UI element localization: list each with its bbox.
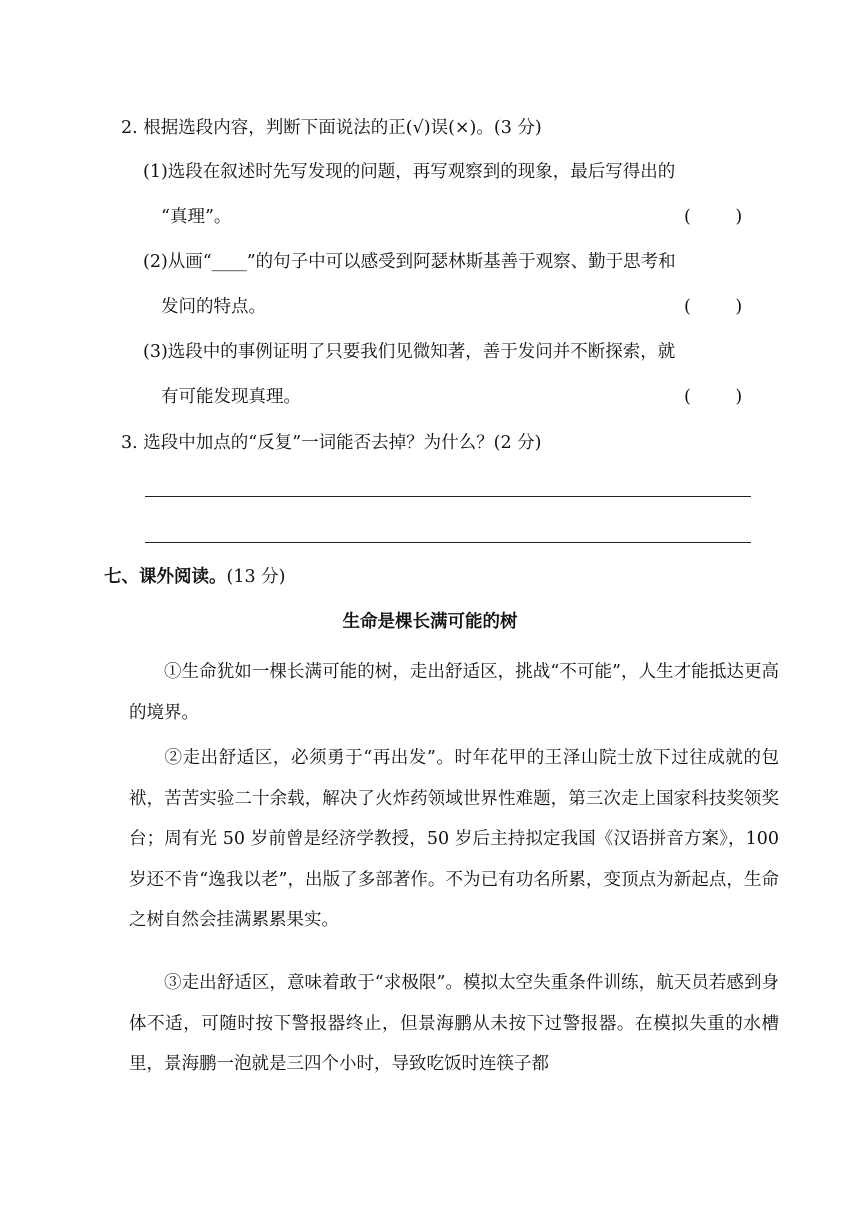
q2-item-3-line2: 有可能发现真理。 [161, 387, 301, 407]
q2-item-3-answer-bracket[interactable]: ( ) [684, 387, 743, 407]
q2-item-1-line1: (1)选段在叙述时先写发现的问题，再写观察到的现象，最后写得出的 [143, 162, 676, 182]
section-7-label: 七、课外阅读。 [104, 567, 227, 587]
question-3-stem: 3. 选段中加点的“反复”一词能否去掉？为什么？(2 分) [121, 433, 542, 453]
q3-answer-line-1[interactable] [145, 496, 751, 497]
q2-item-1-line2: “真理”。 [161, 207, 232, 227]
q3-answer-line-2[interactable] [145, 542, 751, 543]
article-paragraph-3 [129, 963, 779, 1085]
section-7-heading [104, 565, 286, 589]
question-2-stem: 2. 根据选段内容，判断下面说法的正(√)误(×)。(3 分) [121, 118, 542, 138]
section-7-score: (13 分) [226, 567, 286, 587]
paragraph-1-text: ①生命犹如一棵长满可能的树，走出舒适区，挑战“不可能”，人生才能抵达更高的境界。 [129, 662, 779, 723]
q2-item-2-line2: 发问的特点。 [161, 297, 266, 317]
article-paragraph-2 [129, 738, 779, 941]
paragraph-3-text: ③走出舒适区，意味着敢于“求极限”。模拟太空失重条件训练，航天员若感到身体不适，可随时按下警报器终止，但景海鹏从未按下过警报器。在模拟失重的水槽里，景海鹏一泡就是三四个小时，导致吃饭时连筷子都 [129, 973, 779, 1074]
q2-item-2-answer-bracket[interactable]: ( ) [684, 297, 743, 317]
article-paragraph-1 [129, 652, 779, 733]
paragraph-2-text: ②走出舒适区，必须勇于“再出发”。时年花甲的王泽山院士放下过往成就的包袱，苦苦实验二十余载，解决了火炸药领域世界性难题，第三次走上国家科技奖领奖台；周有光 50 岁前曾是经济学教授，50 岁后主持拟定我国《汉语拼音方案》，100 岁还不肯“逸我以老”，出版了多部著作。不为已有功名所累，变顶点为新起点，生命之树自然会挂满累累果实。 [129, 748, 779, 930]
article-title: 生命是棵长满可能的树 [342, 612, 518, 632]
q2-item-1-answer-bracket[interactable]: ( ) [684, 207, 743, 227]
q2-item-2-line1: (2)从画“____”的句子中可以感受到阿瑟林斯基善于观察、勤于思考和 [143, 252, 676, 272]
q2-item-3-line1: (3)选段中的事例证明了只要我们见微知著，善于发问并不断探索，就 [143, 342, 676, 362]
